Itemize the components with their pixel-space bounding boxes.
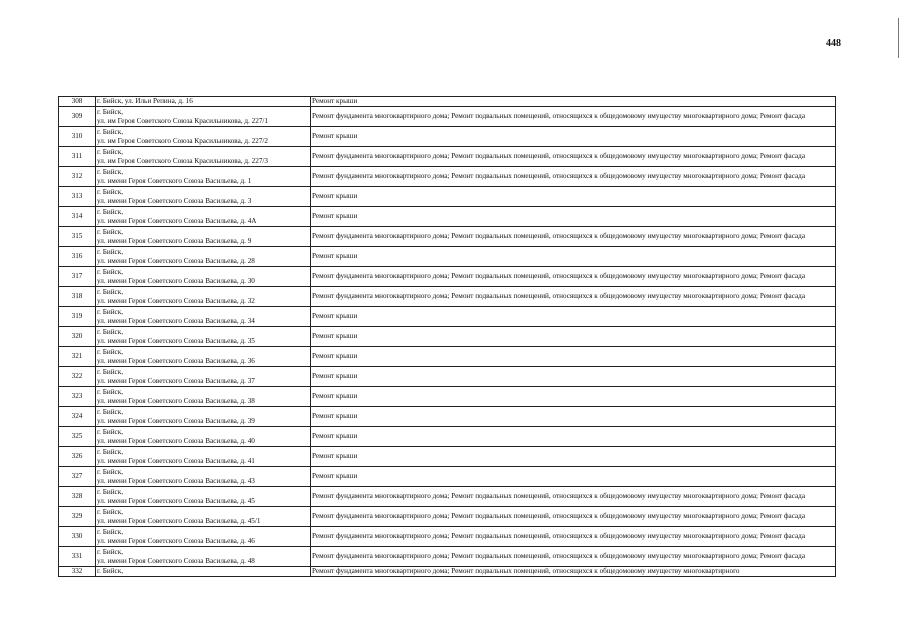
address-city: г. Бийск,: [97, 307, 124, 316]
address-cell: [96, 407, 311, 427]
address-cell: [96, 247, 311, 267]
table-row: [59, 447, 836, 467]
table-row: [59, 367, 836, 387]
address-cell: [96, 227, 311, 247]
table-row: [59, 507, 836, 527]
address-city: г. Бийск,: [97, 347, 124, 356]
address-city: г. Бийск,: [97, 447, 124, 456]
repair-work-cell: Ремонт фундамента многоквартирного дома; Ремонт подвальных помещений, относящихся к общедомовому имуществу многоквартирного дома; Ремонт фасада: [311, 487, 836, 507]
repair-work-cell: Ремонт крыши: [311, 327, 836, 347]
address-cell: [96, 467, 311, 487]
address-cell: [96, 207, 311, 227]
table-row: [59, 467, 836, 487]
table-row: [59, 407, 836, 427]
address-city: г. Бийск,: [97, 487, 124, 496]
address-city: г. Бийск,: [97, 507, 124, 516]
row-number: 313: [59, 187, 96, 207]
table-row: [59, 307, 836, 327]
address-street: ул. им Героя Советского Союза Красильникова, д. 227/1: [97, 116, 269, 125]
address-city: г. Бийск,: [97, 167, 124, 176]
address-city: г. Бийск,: [97, 367, 124, 376]
repair-work-cell: Ремонт фундамента многоквартирного дома; Ремонт подвальных помещений, относящихся к общедомовому имуществу многоквартирного дома; Ремонт фасада: [311, 287, 836, 307]
table-row: [59, 187, 836, 207]
address-city: г. Бийск,: [97, 427, 124, 436]
address-cell: [96, 167, 311, 187]
address-cell: [96, 447, 311, 467]
address-cell: [96, 427, 311, 447]
row-number: 318: [59, 287, 96, 307]
address-street: ул. имени Героя Советского Союза Васильева, д. 40: [97, 436, 255, 445]
row-number: 330: [59, 527, 96, 547]
repair-work-cell: Ремонт фундамента многоквартирного дома; Ремонт подвальных помещений, относящихся к общедомовому имуществу многоквартирного дома; Ремонт фасада: [311, 267, 836, 287]
row-number: 327: [59, 467, 96, 487]
row-number: 329: [59, 507, 96, 527]
row-number: 326: [59, 447, 96, 467]
address-street: ул. имени Героя Советского Союза Васильева, д. 39: [97, 416, 255, 425]
address-cell: [96, 347, 311, 367]
address-cell: [96, 127, 311, 147]
address-street: ул. имени Героя Советского Союза Васильева, д. 48: [97, 556, 255, 565]
table-row: [59, 567, 836, 577]
scan-edge-line: [898, 18, 899, 58]
table-row: [59, 287, 836, 307]
repair-work-cell: Ремонт крыши: [311, 127, 836, 147]
address-city: г. Бийск,: [97, 127, 124, 136]
address-city: г. Бийск,: [97, 387, 124, 396]
address-cell: [96, 187, 311, 207]
address-street: ул. имени Героя Советского Союза Васильева, д. 35: [97, 336, 255, 345]
repair-work-cell: Ремонт крыши: [311, 207, 836, 227]
repair-work-cell: Ремонт крыши: [311, 97, 836, 107]
repair-work-cell: Ремонт фундамента многоквартирного дома; Ремонт подвальных помещений, относящихся к общедомовому имуществу многоквартирного дома; Ремонт фасада: [311, 507, 836, 527]
address-city: г. Бийск,: [97, 527, 124, 536]
address-cell: [96, 487, 311, 507]
row-number: 322: [59, 367, 96, 387]
repair-work-cell: Ремонт фундамента многоквартирного дома; Ремонт подвальных помещений, относящихся к общедомовому имуществу многоквартирного дома; Ремонт фасада: [311, 227, 836, 247]
row-number: 323: [59, 387, 96, 407]
row-number: 321: [59, 347, 96, 367]
row-number: 317: [59, 267, 96, 287]
address-street: ул. имени Героя Советского Союза Васильева, д. 9: [97, 236, 252, 245]
address-street: ул. имени Героя Советского Союза Васильева, д. 43: [97, 476, 255, 485]
address-city: г. Бийск,: [97, 467, 124, 476]
address-cell: [96, 507, 311, 527]
housing-repair-table: [58, 96, 836, 577]
repair-work-cell: Ремонт крыши: [311, 367, 836, 387]
repair-work-cell: Ремонт крыши: [311, 187, 836, 207]
address-cell: [96, 267, 311, 287]
repair-work-cell: Ремонт крыши: [311, 387, 836, 407]
row-number: 311: [59, 147, 96, 167]
address-cell: [96, 307, 311, 327]
repair-work-cell: Ремонт фундамента многоквартирного дома; Ремонт подвальных помещений, относящихся к общедомовому имуществу многоквартирного дома; Ремонт фасада: [311, 527, 836, 547]
row-number: 332: [59, 567, 96, 577]
repair-work-cell: Ремонт крыши: [311, 447, 836, 467]
row-number: 331: [59, 547, 96, 567]
address-cell: [96, 97, 311, 107]
table-row: [59, 387, 836, 407]
address-city: г. Бийск,: [97, 547, 124, 556]
address-city: г. Бийск,: [97, 567, 124, 576]
address-city: г. Бийск,: [97, 187, 124, 196]
address-street: ул. имени Героя Советского Союза Васильева, д. 4А: [97, 216, 257, 225]
table-row: [59, 267, 836, 287]
address-street: ул. имени Героя Советского Союза Васильева, д. 36: [97, 356, 255, 365]
table-row: [59, 107, 836, 127]
page-number: 448: [826, 38, 841, 49]
address-city: г. Бийск, ул. Ильи Репина, д. 16: [97, 97, 193, 106]
repair-work-cell: Ремонт фундамента многоквартирного дома; Ремонт подвальных помещений, относящихся к общедомовому имуществу многоквартирного дома; Ремонт фасада: [311, 547, 836, 567]
address-street: ул. имени Героя Советского Союза Васильева, д. 45: [97, 496, 255, 505]
address-cell: [96, 107, 311, 127]
address-city: г. Бийск,: [97, 207, 124, 216]
table-row: [59, 427, 836, 447]
address-street: ул. имени Героя Советского Союза Васильева, д. 46: [97, 536, 255, 545]
table-row: [59, 147, 836, 167]
address-cell: [96, 547, 311, 567]
table-row: [59, 97, 836, 107]
row-number: 308: [59, 97, 96, 107]
address-street: ул. им Героя Советского Союза Красильникова, д. 227/2: [97, 136, 269, 145]
row-number: 324: [59, 407, 96, 427]
table-row: [59, 207, 836, 227]
repair-work-cell: Ремонт фундамента многоквартирного дома; Ремонт подвальных помещений, относящихся к общедомовому имуществу многоквартирного дома; Ремонт фасада: [311, 107, 836, 127]
table-row: [59, 347, 836, 367]
address-street: ул. имени Героя Советского Союза Васильева, д. 28: [97, 256, 255, 265]
address-city: г. Бийск,: [97, 247, 124, 256]
row-number: 309: [59, 107, 96, 127]
address-city: г. Бийск,: [97, 407, 124, 416]
row-number: 312: [59, 167, 96, 187]
table-row: [59, 167, 836, 187]
row-number: 328: [59, 487, 96, 507]
row-number: 325: [59, 427, 96, 447]
address-street: ул. имени Героя Советского Союза Васильева, д. 34: [97, 316, 255, 325]
repair-work-cell: Ремонт фундамента многоквартирного дома; Ремонт подвальных помещений, относящихся к общедомовому имуществу многоквартирного дома; Ремонт фасада: [311, 167, 836, 187]
repair-work-cell: Ремонт фундамента многоквартирного дома; Ремонт подвальных помещений, относящихся к общедомовому имуществу многоквартирного: [311, 567, 836, 577]
repair-work-cell: Ремонт крыши: [311, 407, 836, 427]
table-row: [59, 527, 836, 547]
row-number: 314: [59, 207, 96, 227]
table-row: [59, 247, 836, 267]
address-city: г. Бийск,: [97, 227, 124, 236]
address-cell: [96, 567, 311, 577]
address-street: ул. имени Героя Советского Союза Васильева, д. 37: [97, 376, 255, 385]
address-cell: [96, 367, 311, 387]
address-street: ул. имени Героя Советского Союза Васильева, д. 32: [97, 296, 255, 305]
address-cell: [96, 287, 311, 307]
address-city: г. Бийск,: [97, 107, 124, 116]
address-street: ул. имени Героя Советского Союза Васильева, д. 41: [97, 456, 255, 465]
address-city: г. Бийск,: [97, 267, 124, 276]
table-body: [59, 97, 836, 577]
address-cell: [96, 527, 311, 547]
address-street: ул. имени Героя Советского Союза Васильева, д. 38: [97, 396, 255, 405]
address-city: г. Бийск,: [97, 327, 124, 336]
repair-work-cell: Ремонт крыши: [311, 307, 836, 327]
address-street: ул. имени Героя Советского Союза Васильева, д. 30: [97, 276, 255, 285]
table-row: [59, 487, 836, 507]
address-cell: [96, 147, 311, 167]
address-cell: [96, 387, 311, 407]
address-city: г. Бийск,: [97, 147, 124, 156]
repair-work-cell: Ремонт фундамента многоквартирного дома; Ремонт подвальных помещений, относящихся к общедомовому имуществу многоквартирного дома; Ремонт фасада: [311, 147, 836, 167]
address-street: ул. имени Героя Советского Союза Васильева, д. 3: [97, 196, 252, 205]
table-row: [59, 547, 836, 567]
table-row: [59, 327, 836, 347]
address-cell: [96, 327, 311, 347]
row-number: 320: [59, 327, 96, 347]
row-number: 316: [59, 247, 96, 267]
address-street: ул. им Героя Советского Союза Красильникова, д. 227/3: [97, 156, 269, 165]
row-number: 319: [59, 307, 96, 327]
repair-work-cell: Ремонт крыши: [311, 467, 836, 487]
repair-work-cell: Ремонт крыши: [311, 247, 836, 267]
address-city: г. Бийск,: [97, 287, 124, 296]
table-row: [59, 127, 836, 147]
table-row: [59, 227, 836, 247]
row-number: 310: [59, 127, 96, 147]
address-street: ул. имени Героя Советского Союза Васильева, д. 1: [97, 176, 252, 185]
address-street: ул. имени Героя Советского Союза Васильева, д. 45/1: [97, 516, 261, 525]
row-number: 315: [59, 227, 96, 247]
repair-work-cell: Ремонт крыши: [311, 427, 836, 447]
repair-work-cell: Ремонт крыши: [311, 347, 836, 367]
